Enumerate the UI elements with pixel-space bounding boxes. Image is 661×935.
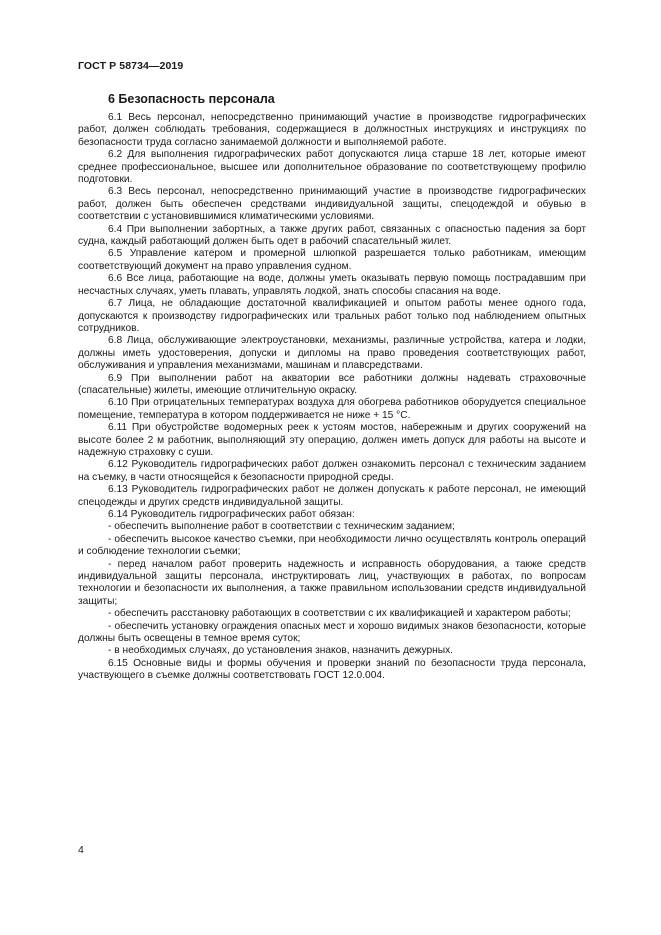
section-body [78,112,586,683]
list-item: - в необходимых случаях, до установления знаков, назначить дежурных. [108,645,454,657]
paragraph-6-7: 6.7 Лица, не обладающие достаточной квалификацией и опытом работы менее одного года, допускаются к производству гидрографических или тральных работ только под наблюдением опытных сотрудников. [78,298,586,334]
paragraph-6-13: 6.13 Руководитель гидрографических работ не должен допускать к работе персонал, не имеющий спецодежды и других средств индивидуальной защиты. [78,484,586,508]
list-item: - обеспечить высокое качество съемки, при необходимости лично осуществлять контроль операций и соблюдение технологии съемки; [78,533,586,558]
paragraph-6-8: 6.8 Лица, обслуживающие электроустановки, механизмы, различные устройства, катера и лодки, должны иметь удостоверения, допуски и дипломы на право проведения соответствующих работ, обслуживания и управления механизмами, машинам и плавсредствами. [78,335,586,372]
paragraph-6-1: 6.1 Весь персонал, непосредственно принимающий участие в производстве гидрографических работ, должен соблюдать требования, содержащиеся в должностных инструкциях и инструкциях по безопасности труда согласно занимаемой должности и выполняемой работе. [78,112,586,148]
page-number: 4 [78,844,84,856]
list-item: - обеспечить выполнение работ в соответствии с техническим заданием; [108,521,455,533]
paragraph-6-10: 6.10 При отрицательных температурах воздуха для обогрева работников оборудуется специальное помещение, температура в котором поддерживается не ниже + 15 °C. [78,397,586,421]
paragraph-6-11: 6.11 При обустройстве водомерных реек к устоям мостов, набережным и других сооружений на высоте более 2 м работник, выполняющий эту операцию, должен иметь допуск для работы на высоте и надежную страховку с суши. [78,422,586,458]
document-code: ГОСТ Р 58734—2019 [78,60,184,72]
paragraph-6-12: 6.12 Руководитель гидрографических работ должен ознакомить персонал с техническим заданием на съемку, в части относящейся к безопасности природной среды. [78,459,586,483]
section-title: 6 Безопасность персонала [108,92,275,106]
paragraph-6-3: 6.3 Весь персонал, непосредственно принимающий участие в производстве гидрографических работ, должен быть обеспечен средствами индивидуальной защиты, спецодеждой и обувью в соответствии с установившимися климатическими условиями. [78,186,586,223]
paragraph-6-4: 6.4 При выполнении забортных, а также других работ, связанных с опасностью падения за борт судна, каждый работающий должен быть одет в рабочий спасательный жилет. [78,223,586,248]
list-item: - перед началом работ проверить надежность и исправность оборудования, а также средств индивидуальной защиты персонала, инструктировать лиц, участвующих в работах, по вопросам технологии и безопасности их выполнения, а также правильном использовании средств индивидуальной защиты; [78,558,586,607]
paragraph-6-2: 6.2 Для выполнения гидрографических работ допускаются лица старше 18 лет, которые имеют среднее профессиональное, высшее или дополнительное образование по соответствующему профилю подготовки. [78,149,586,186]
list-item: - обеспечить установку ограждения опасных мест и хорошо видимых знаков безопасности, которые должны быть освещены в темное время суток; [78,620,586,645]
paragraph-6-6: 6.6 Все лица, работающие на воде, должны уметь оказывать первую помощь пострадавшим при несчастных случаях, уметь плавать, управлять лодкой, знать способы спасания на воде. [78,273,586,297]
paragraph-6-5: 6.5 Управление катером и промерной шлюпкой разрешается только работникам, имеющим соответствующий документ на право управления судном. [78,248,586,272]
paragraph-6-14: 6.14 Руководитель гидрографических работ обязан: [108,509,355,520]
list-item: - обеспечить расстановку работающих в соответствии с их квалификацией и характером работы; [108,608,571,620]
paragraph-6-9: 6.9 При выполнении работ на акватории все работники должны надевать страховочные (спасательные) жилеты, имеющие отличительную окраску. [78,372,586,396]
paragraph-6-15: 6.15 Основные виды и формы обучения и проверки знаний по безопасности труда персонала, участвующего в съемке должны соответствовать ГОСТ 12.0.004. [78,657,586,682]
